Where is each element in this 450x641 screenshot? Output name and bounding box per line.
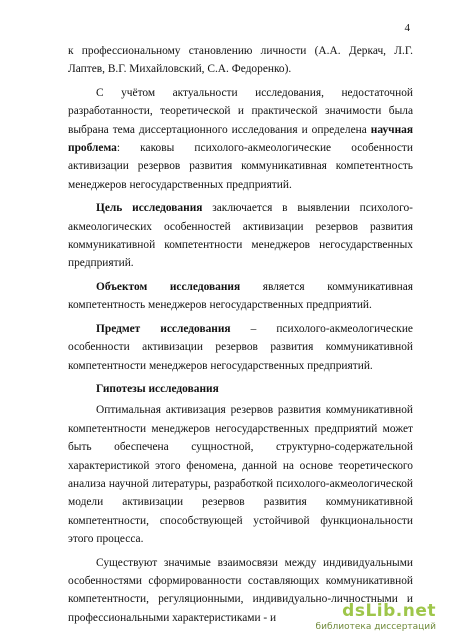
- paragraph: [68, 320, 413, 375]
- page-number: 4: [404, 22, 410, 34]
- bold-term: Объектом исследования: [96, 280, 241, 293]
- paragraph-group-2: [68, 401, 413, 627]
- text-run: Существуют значимые взаимосвязи между индивидуальными особенностями сформированности составляющих коммуникативной компетентности, регуляционными, индивидуально-личностными и профессиональными характеристиками - и: [68, 556, 413, 624]
- paragraph: [68, 278, 413, 315]
- paragraph: [68, 199, 413, 273]
- paragraph: [68, 42, 413, 79]
- text-run: – психолого-акмеологические особенности активизации резервов развития коммуникативной компетентности менеджеров негосударственных предприятий.: [68, 322, 413, 372]
- bold-term: научная проблема: [68, 123, 413, 155]
- bold-term: Цель исследования: [96, 202, 203, 215]
- watermark: [304, 601, 436, 635]
- paragraph: [68, 401, 413, 548]
- body-text: [68, 42, 413, 632]
- paragraph-group-1: [68, 42, 413, 375]
- text-run: является коммуникативная компетентность менеджеров негосударственных предприятий.: [68, 280, 413, 312]
- text-run: заключается в выявлении психолого-акмеологических особенностей активизации резервов развития коммуникативной компетентности менеджеров негосударственных предприятий.: [68, 202, 413, 270]
- watermark-logo: dsLib.net: [342, 601, 436, 621]
- bold-term: Предмет исследования: [96, 322, 231, 335]
- text-run: к профессиональному становлению личности (А.А. Деркач, Л.Г. Лаптев, В.Г. Михайловский, С.А. Федоренко).: [68, 45, 413, 76]
- watermark-caption: библиотека диссертаций: [315, 622, 436, 632]
- paragraph: [68, 84, 413, 194]
- section-heading: Гипотезы исследования: [96, 382, 219, 395]
- text-run: Оптимальная активизация резервов развития коммуникативной компетентности менеджеров негосударственных предприятий может быть обеспечена сущностной, структурно-содержательной характеристикой этого феномена, данной на основе теоретического анализа научной литературы, разработкой психолого-акмеологической модели активизации резервов развития коммуникативной компетентности, способствующей устойчивой функциональности этого процесса.: [68, 404, 413, 546]
- text-run: С учётом актуальности исследования, недостаточной разработанности, теоретической и практической значимости была выбрана тема диссертационного исследования и определена: [68, 86, 413, 136]
- text-run: : каковы психолого-акмеологические особенности активизации резервов развития коммуникативная компетентность менеджеров негосударственных предприятий.: [68, 142, 413, 191]
